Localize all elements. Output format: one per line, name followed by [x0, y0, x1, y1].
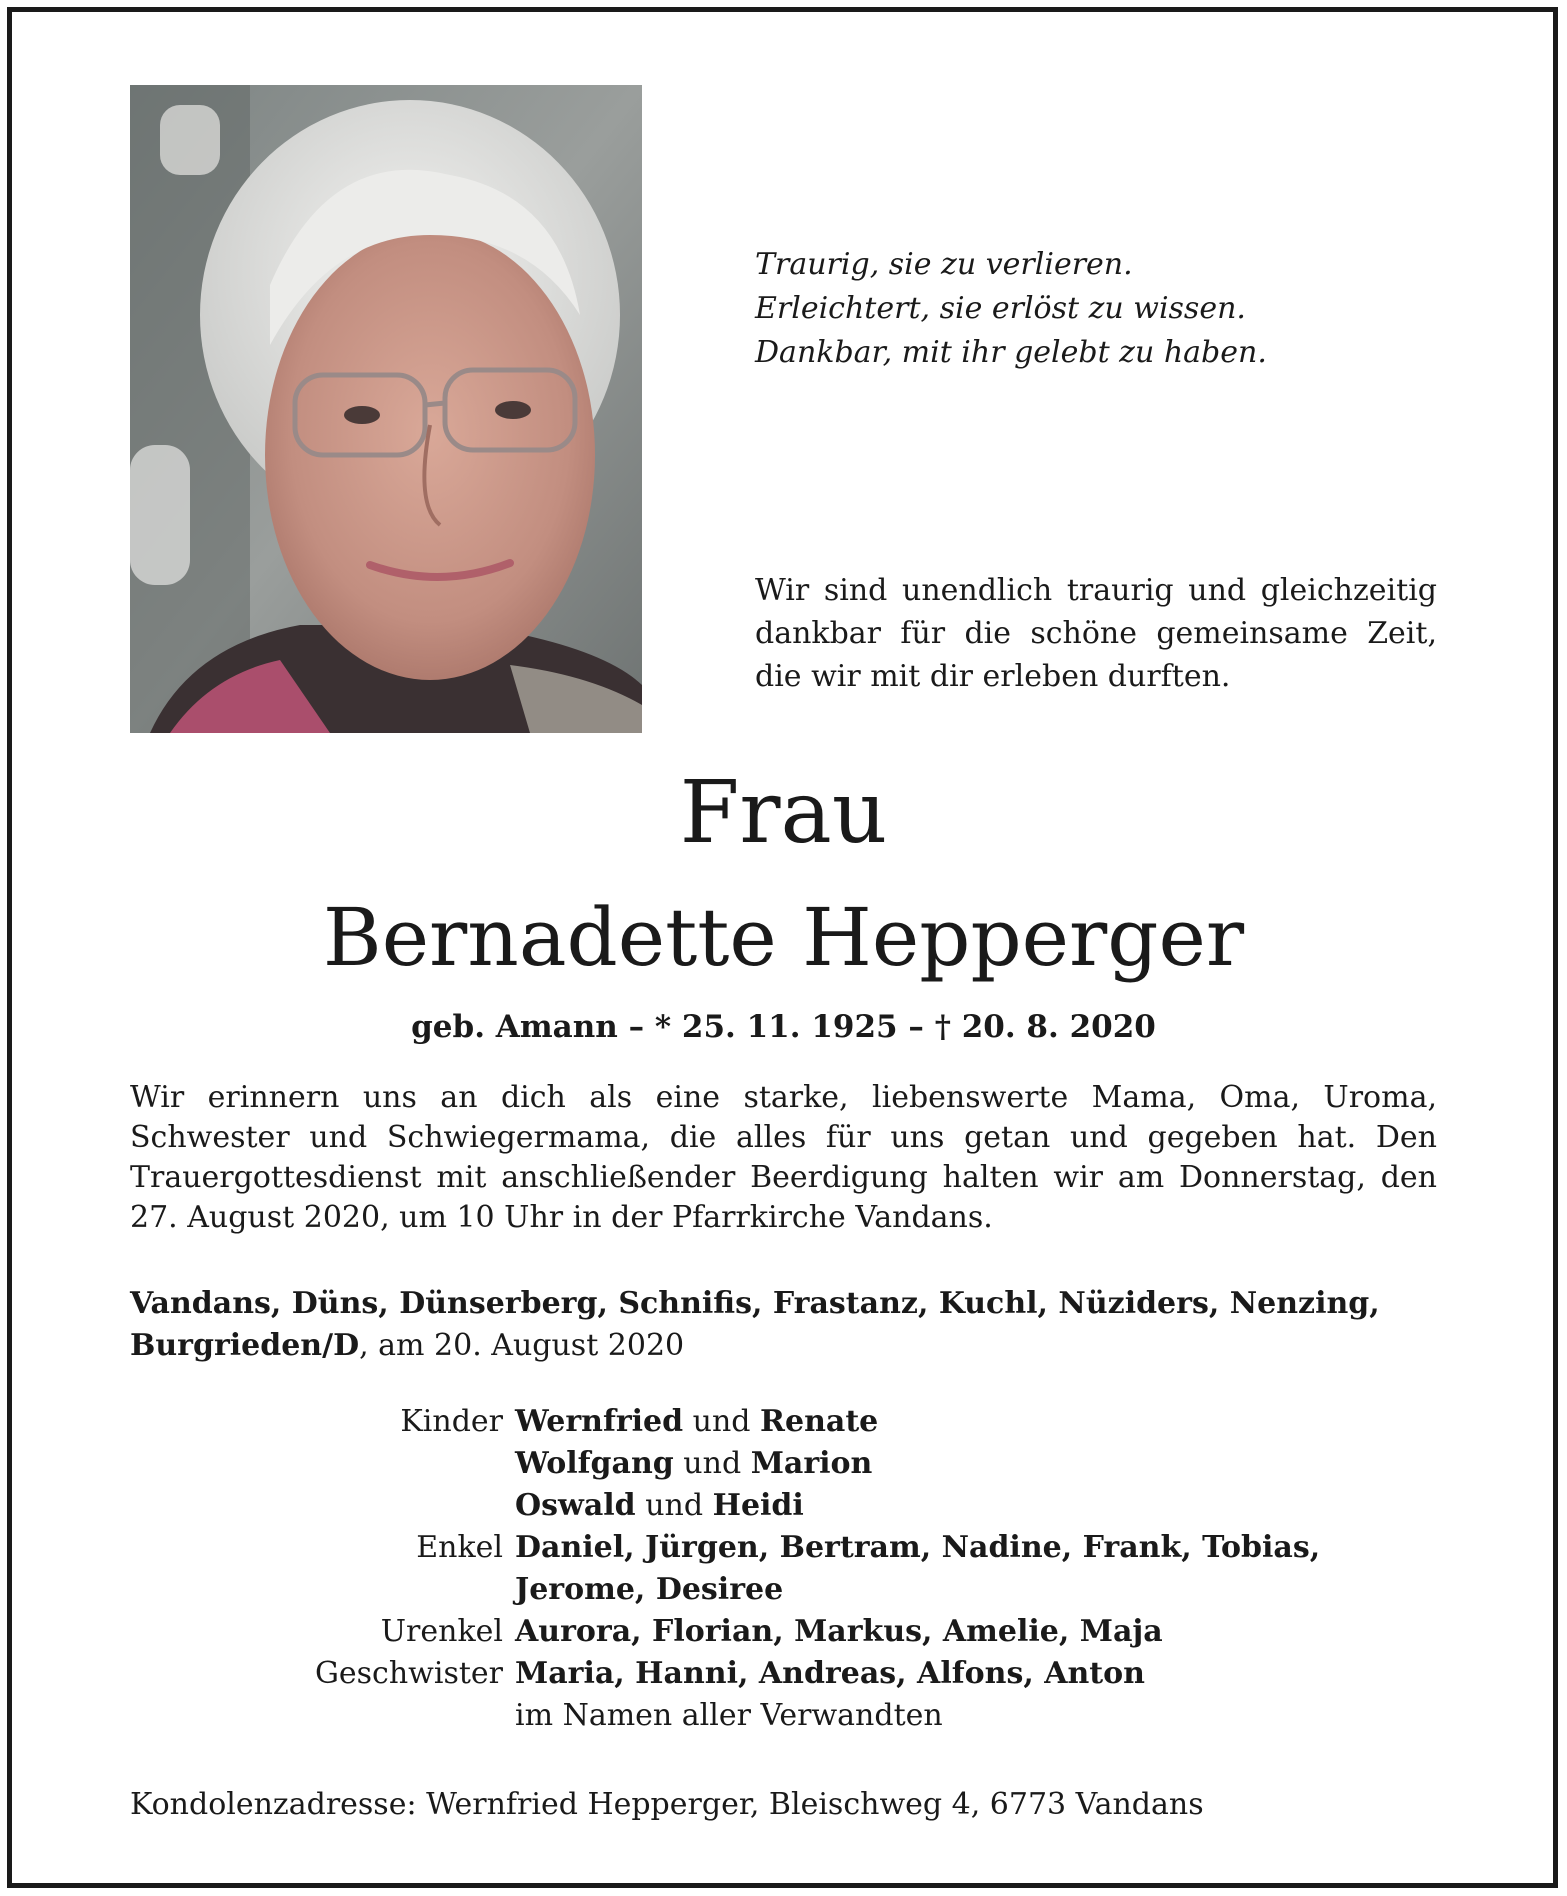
grandchildren-names: Daniel, Jürgen, Bertram, Nadine, Frank, Tobias, — [515, 1530, 1321, 1565]
portrait-photo — [130, 85, 642, 733]
family-label-empty — [130, 1443, 515, 1485]
spouse-name: Heidi — [712, 1488, 804, 1523]
conjunction: und — [635, 1488, 713, 1523]
conjunction: und — [683, 1404, 761, 1439]
family-label: Geschwister — [314, 1656, 503, 1691]
poem — [755, 243, 1455, 375]
child-name: Oswald — [515, 1488, 636, 1523]
portrait-illustration — [130, 85, 642, 733]
family-label: Enkel — [416, 1530, 503, 1565]
family-names — [515, 1485, 1470, 1527]
child-name: Wernfried — [515, 1404, 684, 1439]
family-row-geschwister — [130, 1653, 1470, 1695]
spouse-name: Renate — [760, 1404, 879, 1439]
deceased-name: Bernadette Hepperger — [322, 891, 1245, 984]
family-row-kinder — [130, 1443, 1470, 1485]
family-row-closing — [130, 1695, 1470, 1737]
salutation: Frau — [679, 763, 888, 863]
child-name: Wolfgang — [515, 1446, 674, 1481]
family-names — [515, 1611, 1470, 1653]
poem-line: Traurig, sie zu verlieren. — [755, 247, 1133, 282]
conjunction: und — [673, 1446, 751, 1481]
siblings-names: Maria, Hanni, Andreas, Alfons, Anton — [515, 1656, 1145, 1691]
family-label-empty — [130, 1695, 515, 1737]
family-closing: im Namen aller Verwandten — [515, 1698, 943, 1733]
family-names — [515, 1401, 1470, 1443]
family-row-kinder — [130, 1401, 1470, 1443]
family-row-enkel — [130, 1527, 1470, 1569]
family-list — [130, 1401, 1470, 1737]
family-names — [515, 1527, 1470, 1569]
family-label: Urenkel — [380, 1614, 503, 1649]
life-dates: geb. Amann – * 25. 11. 1925 – † 20. 8. 2020 — [411, 1009, 1156, 1045]
grandchildren-names: Jerome, Desiree — [515, 1572, 784, 1607]
family-names — [515, 1653, 1470, 1695]
poem-line: Erleichtert, sie erlöst zu wissen. — [755, 291, 1246, 326]
family-names — [515, 1443, 1470, 1485]
family-row-enkel — [130, 1569, 1470, 1611]
family-label-empty — [130, 1485, 515, 1527]
family-row-urenkel — [130, 1611, 1470, 1653]
places-names: Vandans, Düns, Dünserberg, Schnifis, Frastanz, Kuchl, Nüziders, Nenzing, Burgrieden/D — [130, 1286, 1380, 1363]
family-label: Kinder — [400, 1404, 503, 1439]
spouse-name: Marion — [750, 1446, 873, 1481]
condolence-address: Kondolenzadresse: Wernfried Hepperger, Bleischweg 4, 6773 Vandans — [130, 1787, 1204, 1822]
family-label-empty — [130, 1569, 515, 1611]
places-date: , am 20. August 2020 — [359, 1328, 685, 1363]
intro-text: Wir sind unendlich traurig und gleichzeitig dankbar für die schöne gemeinsame Zeit, die wir mit dir erleben durften. — [755, 573, 1437, 694]
memorial-text: Wir erinnern uns an dich als eine starke, liebenswerte Mama, Oma, Uroma, Schwester und Schwiegermama, die alles für uns getan und gegeben hat. Den Trauergottesdienst mit anschließender Beerdigung halten wir am Donnerstag, den 27. August 2020, um 10 Uhr in der Pfarrkirche Vandans. — [130, 1080, 1437, 1235]
places-line — [130, 1283, 1470, 1367]
great-grandchildren-names: Aurora, Florian, Markus, Amelie, Maja — [515, 1614, 1163, 1649]
family-row-kinder — [130, 1485, 1470, 1527]
family-names — [515, 1569, 1470, 1611]
poem-line: Dankbar, mit ihr gelebt zu haben. — [755, 335, 1267, 370]
